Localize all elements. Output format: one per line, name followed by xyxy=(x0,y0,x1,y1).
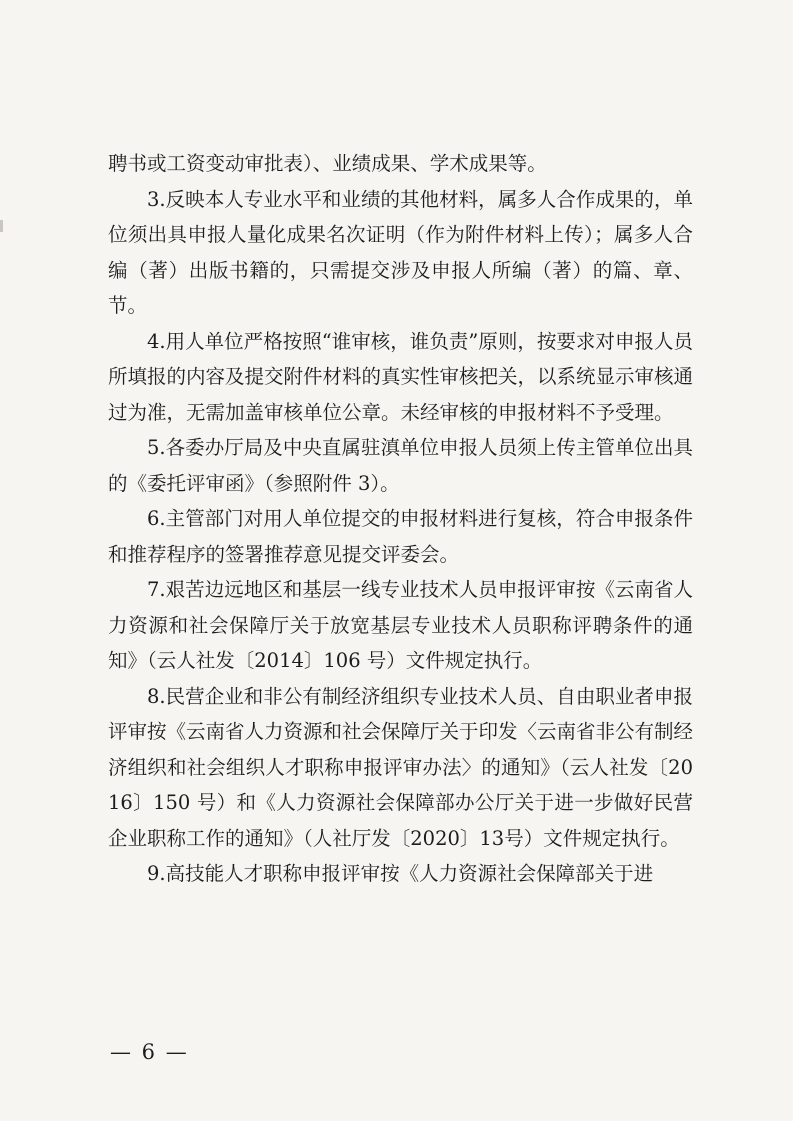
paragraph-item-6: 6.主管部门对用人单位提交的申报材料进行复核，符合申报条件和推荐程序的签署推荐意见提交评委会。 xyxy=(108,507,693,566)
paragraph-item-8: 8.民营企业和非公有制经济组织专业技术人员、自由职业者申报评审按《云南省人力资源和社会保障厅关于印发〈云南省非公有制经济组织和社会组织人才职称申报评审办法〉的通知》（云人社发〔2016〕150 号）和《人力资源社会保障部办公厅关于进一步做好民营企业职称工作的通知》（人社厅发〔2020〕13号）文件规定执行。 xyxy=(108,684,694,850)
page-number: — 6 — xyxy=(110,1040,189,1064)
paragraph-item-5: 5.各委办厅局及中央直属驻滇单位申报人员须上传主管单位出具的《委托评审函》（参照附件 3）。 xyxy=(108,436,693,495)
paragraph-continuation: 聘书或工资变动审批表）、业绩成果、学术成果等。 xyxy=(108,152,547,175)
paragraph-item-7: 7.艰苦边远地区和基层一线专业技术人员申报评审按《云南省人力资源和社会保障厅关于放宽基层专业技术人员职称评聘条件的通知》（云人社发〔2014〕106 号）文件规定执行。 xyxy=(108,578,693,672)
document-body xyxy=(108,146,693,892)
binding-mark xyxy=(0,220,3,232)
paragraph-item-4: 4.用人单位严格按照“谁审核，谁负责”原则，按要求对申报人员所填报的内容及提交附件材料的真实性审核把关，以系统显示审核通过为准，无需加盖审核单位公章。未经审核的申报材料不予受理。 xyxy=(108,329,694,424)
paragraph-item-9: 9.高技能人才职称申报评审按《人力资源社会保障部关于进 xyxy=(147,862,654,885)
paragraph-item-3: 3.反映本人专业水平和业绩的其他材料，属多人合作成果的，单位须出具申报人量化成果名次证明（作为附件材料上传）；属多人合编（著）出版书籍的，只需提交涉及申报人所编（著）的篇、章、节。 xyxy=(108,187,693,317)
